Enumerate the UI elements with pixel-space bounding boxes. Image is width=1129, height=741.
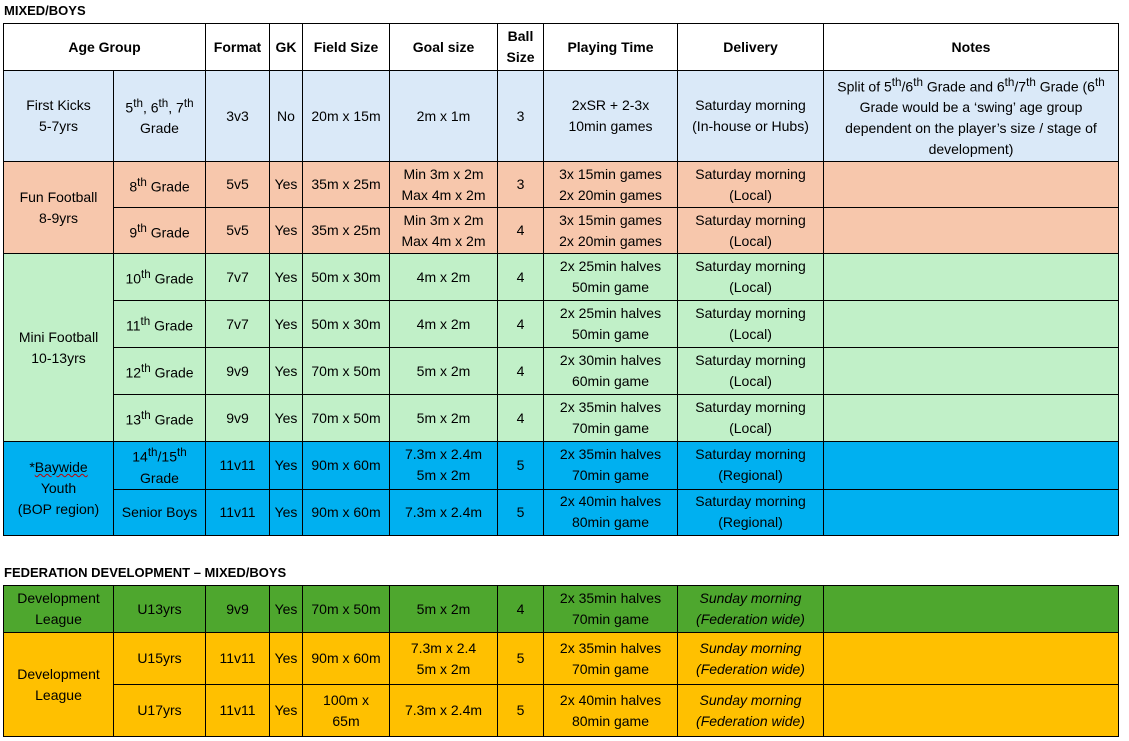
format-cell: 9v9 <box>206 348 270 395</box>
header-playing-time: Playing Time <box>544 24 678 71</box>
table-row <box>4 348 1119 395</box>
playing-time-cell: 2x 35min halves 70min game <box>544 395 678 442</box>
notes-cell <box>824 208 1119 254</box>
ball-size-cell: 5 <box>498 633 544 685</box>
playing-time-cell: 2x 35min halves 70min game <box>544 586 678 633</box>
notes-cell <box>824 71 1119 162</box>
field-size-cell: 50m x 30m <box>303 254 390 301</box>
gk-cell: Yes <box>270 162 303 208</box>
notes-text: Grade (6 <box>1035 78 1095 95</box>
format-cell: 11v11 <box>206 685 270 737</box>
playing-time-cell: 2x 25min halves 50min game <box>544 301 678 348</box>
grade-text: 8 <box>129 178 138 195</box>
goal-size-cell: 5m x 2m <box>390 586 498 633</box>
notes-cell <box>824 442 1119 490</box>
age-group-fun-football: Fun Football 8-9yrs <box>4 162 114 254</box>
mixed-boys-table <box>3 23 1119 536</box>
gk-cell: Yes <box>270 348 303 395</box>
ball-size-cell: 5 <box>498 442 544 490</box>
playing-time-cell: 2xSR + 2-3x 10min games <box>544 71 678 162</box>
notes-cell <box>824 254 1119 301</box>
section-title-mixed-boys: MIXED/BOYS <box>4 3 86 18</box>
notes-cell <box>824 685 1119 737</box>
gk-cell: Yes <box>270 301 303 348</box>
field-size-cell: 35m x 25m <box>303 162 390 208</box>
table-row <box>4 633 1119 685</box>
grade-text: 9 <box>129 224 138 241</box>
grade-text: 13 <box>125 411 142 428</box>
header-age-group: Age Group <box>4 24 206 71</box>
notes-sup: th <box>891 75 902 89</box>
header-delivery: Delivery <box>678 24 824 71</box>
notes-cell <box>824 489 1119 535</box>
ball-size-cell: 5 <box>498 489 544 535</box>
notes-cell <box>824 162 1119 208</box>
grade-cell <box>114 395 206 442</box>
table-row <box>4 442 1119 490</box>
ball-size-cell: 4 <box>498 348 544 395</box>
format-cell: 9v9 <box>206 586 270 633</box>
grade-cell <box>114 301 206 348</box>
gk-cell: Yes <box>270 395 303 442</box>
ball-size-cell: 4 <box>498 301 544 348</box>
ball-size-cell: 4 <box>498 254 544 301</box>
grade-sup: th <box>177 446 187 459</box>
ball-size-cell: 4 <box>498 395 544 442</box>
goal-size-cell: 5m x 2m <box>390 348 498 395</box>
goal-size-cell: 7.3m x 2.4m <box>390 489 498 535</box>
goal-size-cell: 4m x 2m <box>390 301 498 348</box>
federation-table <box>3 585 1119 737</box>
delivery-cell: Saturday morning (Local) <box>678 301 824 348</box>
notes-cell <box>824 301 1119 348</box>
age-group-development-league: Development League <box>4 633 114 737</box>
grade-text: 10 <box>125 270 142 287</box>
notes-text: /6 <box>901 78 914 95</box>
grade-cell: U13yrs <box>114 586 206 633</box>
goal-size-cell: 2m x 1m <box>390 71 498 162</box>
grade-text: Grade <box>140 469 179 486</box>
grade-sup: th <box>147 446 158 459</box>
section-title-federation: FEDERATION DEVELOPMENT – MIXED/BOYS <box>4 565 287 580</box>
table-row <box>4 162 1119 208</box>
field-size-cell: 90m x 60m <box>303 442 390 490</box>
playing-time-cell: 2x 40min halves 80min game <box>544 489 678 535</box>
delivery-cell: Saturday morning (Local) <box>678 395 824 442</box>
table-row <box>4 254 1119 301</box>
notes-sup: th <box>1004 75 1015 89</box>
notes-cell <box>824 348 1119 395</box>
format-cell: 5v5 <box>206 162 270 208</box>
grade-sup: th <box>137 175 147 189</box>
grade-cell <box>114 162 206 208</box>
goal-size-cell: 7.3m x 2.4m <box>390 685 498 737</box>
grade-cell <box>114 442 206 490</box>
grade-text: Grade <box>140 120 179 137</box>
playing-time-cell: 2x 40min halves 80min game <box>544 685 678 737</box>
delivery-cell: Saturday morning (Local) <box>678 208 824 254</box>
delivery-cell: Saturday morning (Local) <box>678 348 824 395</box>
gk-cell: Yes <box>270 254 303 301</box>
field-size-cell: 100m x 65m <box>303 685 390 737</box>
notes-text: /7 <box>1014 78 1027 95</box>
goal-size-cell: 5m x 2m <box>390 395 498 442</box>
field-size-cell: 90m x 60m <box>303 489 390 535</box>
grade-sup: th <box>137 221 147 235</box>
table-row-first-kicks <box>4 71 1119 162</box>
grade-sup: th <box>183 96 194 110</box>
table-row <box>4 489 1119 535</box>
ball-size-cell: 3 <box>498 162 544 208</box>
grade-sup: th <box>141 268 151 282</box>
grade-text: 5 <box>125 99 134 116</box>
grade-cell <box>114 254 206 301</box>
delivery-cell: Saturday morning (Local) <box>678 254 824 301</box>
delivery-cell: Saturday morning (In-house or Hubs) <box>678 71 824 162</box>
format-cell: 11v11 <box>206 442 270 490</box>
format-cell: 3v3 <box>206 71 270 162</box>
ball-size-cell: 3 <box>498 71 544 162</box>
notes-text: Split of 5 <box>837 78 892 95</box>
gk-cell: Yes <box>270 489 303 535</box>
format-cell: 9v9 <box>206 395 270 442</box>
group-text: * <box>29 458 35 475</box>
grade-text: , 6 <box>142 99 159 116</box>
header-row <box>4 24 1119 71</box>
delivery-cell: Saturday morning (Local) <box>678 162 824 208</box>
goal-size-cell: 7.3m x 2.4m 5m x 2m <box>390 442 498 490</box>
grade-text: 11 <box>125 317 141 334</box>
goal-size-cell: 4m x 2m <box>390 254 498 301</box>
grade-cell: U15yrs <box>114 633 206 685</box>
grade-sup: th <box>158 96 169 110</box>
field-size-cell: 20m x 15m <box>303 71 390 162</box>
grade-cell <box>114 208 206 254</box>
notes-cell <box>824 633 1119 685</box>
goal-size-cell: Min 3m x 2m Max 4m x 2m <box>390 162 498 208</box>
age-group-first-kicks: First Kicks 5-7yrs <box>4 71 114 162</box>
age-group-mini-football: Mini Football 10-13yrs <box>4 254 114 442</box>
field-size-cell: 50m x 30m <box>303 301 390 348</box>
ball-size-cell: 4 <box>498 586 544 633</box>
header-goal-size: Goal size <box>390 24 498 71</box>
notes-sup: th <box>913 75 923 89</box>
grade-sup: th <box>141 362 151 376</box>
table-row <box>4 208 1119 254</box>
gk-cell: Yes <box>270 633 303 685</box>
grade-text: Grade <box>150 317 194 334</box>
age-group-baywide-youth <box>4 442 114 536</box>
gk-cell: Yes <box>270 442 303 490</box>
format-cell: 11v11 <box>206 489 270 535</box>
header-notes: Notes <box>824 24 1119 71</box>
grade-text: , 7 <box>168 99 184 116</box>
grade-text: Grade <box>146 178 190 195</box>
playing-time-cell: 3x 15min games 2x 20min games <box>544 162 678 208</box>
header-field-size: Field Size <box>303 24 390 71</box>
grade-text: Grade <box>150 270 194 287</box>
table-row <box>4 586 1119 633</box>
format-cell: 7v7 <box>206 254 270 301</box>
grade-sup: th <box>141 409 151 423</box>
goal-size-cell: 7.3m x 2.4 5m x 2m <box>390 633 498 685</box>
format-cell: 7v7 <box>206 301 270 348</box>
grade-sup: th <box>133 96 143 110</box>
playing-time-cell: 2x 35min halves 70min game <box>544 442 678 490</box>
delivery-cell: Saturday morning (Regional) <box>678 489 824 535</box>
header-ball-size: Ball Size <box>498 24 544 71</box>
playing-time-cell: 2x 35min halves 70min game <box>544 633 678 685</box>
age-group-development-league: Development League <box>4 586 114 633</box>
grade-cell <box>114 71 206 162</box>
grade-cell: U17yrs <box>114 685 206 737</box>
goal-size-cell: Min 3m x 2m Max 4m x 2m <box>390 208 498 254</box>
field-size-cell: 90m x 60m <box>303 633 390 685</box>
header-format: Format <box>206 24 270 71</box>
field-size-cell: 70m x 50m <box>303 348 390 395</box>
ball-size-cell: 4 <box>498 208 544 254</box>
header-gk: GK <box>270 24 303 71</box>
grade-cell <box>114 348 206 395</box>
format-cell: 11v11 <box>206 633 270 685</box>
field-size-cell: 70m x 50m <box>303 395 390 442</box>
playing-time-cell: 2x 25min halves 50min game <box>544 254 678 301</box>
grade-text: Grade <box>150 364 194 381</box>
grade-text: 12 <box>125 364 142 381</box>
notes-cell <box>824 586 1119 633</box>
notes-text: Grade would be a ‘swing’ age group dependent on the player’s size / stage of development) <box>845 99 1097 158</box>
delivery-cell: Sunday morning (Federation wide) <box>678 586 824 633</box>
table-row <box>4 395 1119 442</box>
gk-cell: Yes <box>270 685 303 737</box>
notes-cell <box>824 395 1119 442</box>
delivery-cell: Sunday morning (Federation wide) <box>678 633 824 685</box>
group-text: Baywide <box>34 458 88 475</box>
playing-time-cell: 3x 15min games 2x 20min games <box>544 208 678 254</box>
table-row <box>4 685 1119 737</box>
grade-cell: Senior Boys <box>114 489 206 535</box>
group-text: Youth (BOP region) <box>17 479 100 517</box>
grade-text: Grade <box>150 411 194 428</box>
delivery-cell: Sunday morning (Federation wide) <box>678 685 824 737</box>
notes-sup: th <box>1026 75 1036 89</box>
notes-sup: th <box>1094 75 1105 89</box>
gk-cell: Yes <box>270 208 303 254</box>
grade-text: Grade <box>146 224 190 241</box>
gk-cell: No <box>270 71 303 162</box>
ball-size-cell: 5 <box>498 685 544 737</box>
format-cell: 5v5 <box>206 208 270 254</box>
grade-text: 14 <box>132 448 148 465</box>
field-size-cell: 35m x 25m <box>303 208 390 254</box>
grade-text: /15 <box>157 448 178 465</box>
gk-cell: Yes <box>270 586 303 633</box>
delivery-cell: Saturday morning (Regional) <box>678 442 824 490</box>
playing-time-cell: 2x 30min halves 60min game <box>544 348 678 395</box>
grade-sup: th <box>140 315 151 329</box>
notes-text: Grade and 6 <box>922 78 1005 95</box>
table-row <box>4 301 1119 348</box>
field-size-cell: 70m x 50m <box>303 586 390 633</box>
